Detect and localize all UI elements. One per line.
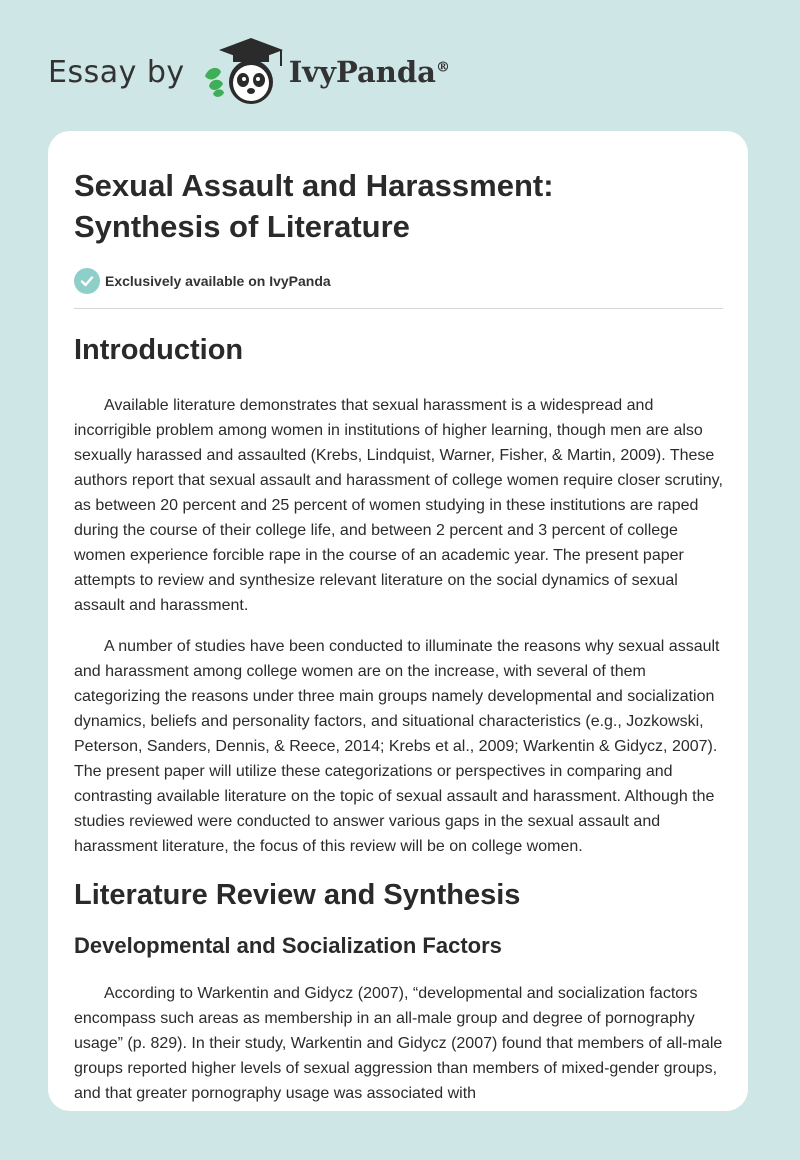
essay-title: Sexual Assault and Harassment: Synthesis of Literature <box>74 168 554 244</box>
section-heading-literature-review: Literature Review and Synthesis <box>74 879 521 911</box>
registered-mark: ® <box>435 59 450 76</box>
paragraph: According to Warkentin and Gidycz (2007), “developmental and socialization factors encompass such areas as membership in an all-male group and degree of pornography usage” (p. 829). In their study, Warkentin and Gidycz (2007) found that members of all-male groups reported higher levels of sexual aggression than members of mixed-gender groups, and that greater pornography usage was associated with <box>74 985 723 1102</box>
divider <box>74 308 723 309</box>
section-heading-introduction: Introduction <box>74 334 244 366</box>
exclusive-badge <box>74 267 722 295</box>
brand-name[interactable] <box>289 55 450 89</box>
brand-text: IvyPanda <box>288 55 436 89</box>
exclusive-text: Exclusively available on IvyPanda <box>105 273 331 289</box>
essay-by-label: Essay by <box>48 54 185 90</box>
check-icon <box>74 268 100 294</box>
paragraph: Available literature demonstrates that sexual harassment is a widespread and incorrigible problem among women in institutions of higher learning, though men are also sexually harassed and assaulted (Krebs, Lindquist, Warner, Fisher, & Martin, 2009). These authors report that sexual assault and harassment of college women require closer scrutiny, as between 20 percent and 25 percent of women studying in these institutions are raped during the course of their college life, and between 2 percent and 3 percent of college women experience forcible rape in the course of an academic year. The present paper attempts to review and synthesize relevant literature on the social dynamics of sexual assault and harassment. <box>74 397 723 614</box>
site-header <box>48 36 450 108</box>
subsection-heading-developmental: Developmental and Socialization Factors <box>74 933 502 958</box>
paragraph: A number of studies have been conducted to illuminate the reasons why sexual assault and harassment among college women are on the increase, with several of them categorizing the reasons under three main groups namely developmental and socialization dynamics, beliefs and personality factors, and situational characteristics (e.g., Jozkowski, Peterson, Sanders, Dennis, & Reece, 2014; Krebs et al., 2009; Warkentin & Gidycz, 2007). The present paper will utilize these categorizations or perspectives in comparing and contrasting available literature on the topic of sexual assault and harassment. Although the studies reviewed were conducted to answer various gaps in the sexual assault and harassment literature, the focus of this review will be on college women. <box>74 638 720 855</box>
essay-card <box>48 131 748 1111</box>
panda-logo-icon[interactable] <box>199 36 287 108</box>
